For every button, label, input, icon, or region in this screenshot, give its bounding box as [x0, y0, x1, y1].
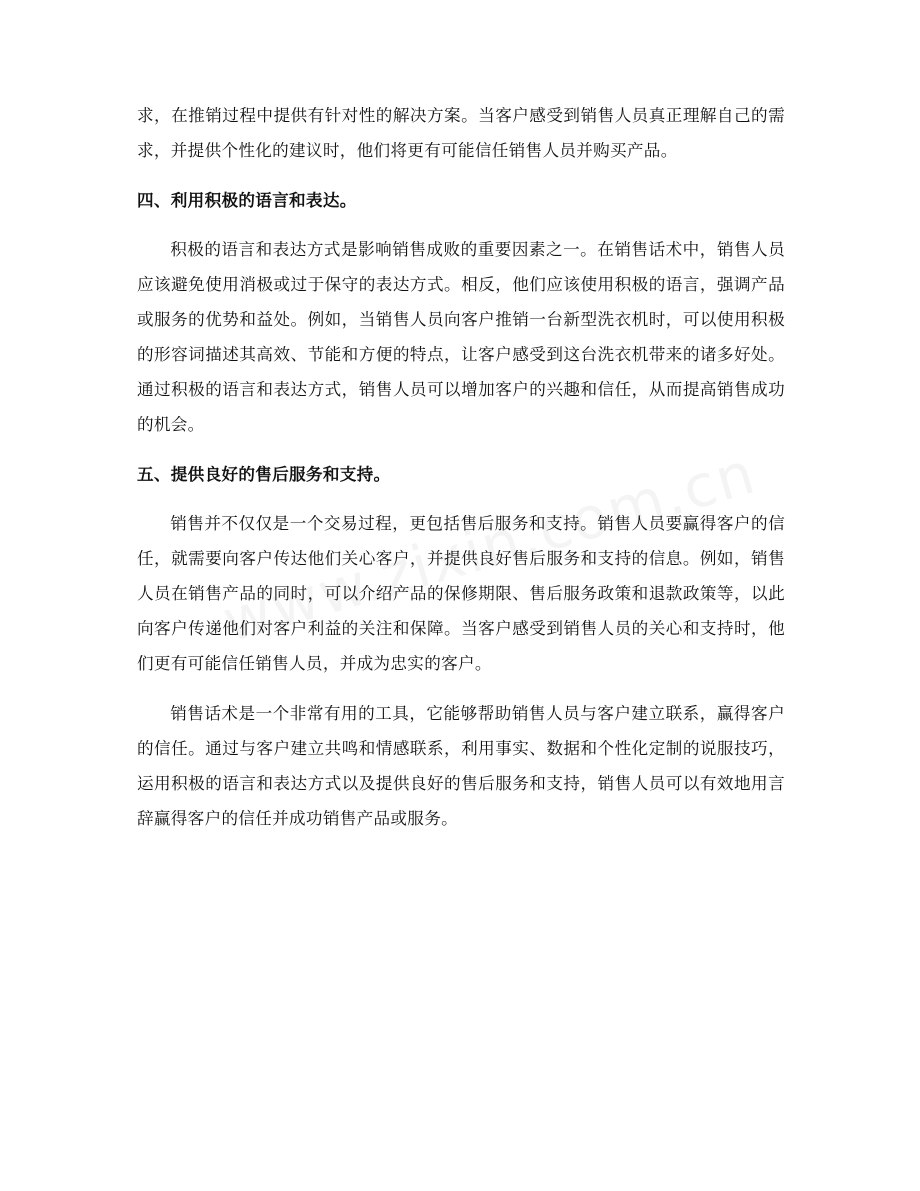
section-body-5: 销售并不仅仅是一个交易过程，更包括售后服务和支持。销售人员要赢得客户的信任，就需要向客户传达他们关心客户，并提供良好售后服务和支持的信息。例如，销售人员在销售产品的同时，可以介绍产品的保修期限、售后服务政策和退款政策等，以此向客户传递他们对客户利益的关注和保障。当客户感受到销售人员的关心和支持时，他们更有可能信任销售人员，并成为忠实的客户。: [137, 514, 785, 673]
section-body-4: 积极的语言和表达方式是影响销售成败的重要因素之一。在销售话术中，销售人员应该避免使用消极或过于保守的表达方式。相反，他们应该使用积极的语言，强调产品或服务的优势和益处。例如，当销售人员向客户推销一台新型洗衣机时，可以使用积极的形容词描述其高效、节能和方便的特点，让客户感受到这台洗衣机带来的诸多好处。通过积极的语言和表达方式，销售人员可以增加客户的兴趣和信任，从而提高销售成功的机会。: [137, 240, 785, 434]
section-heading-5: 五、提供良好的售后服务和支持。: [137, 464, 391, 484]
intro-paragraph: 求，在推销过程中提供有针对性的解决方案。当客户感受到销售人员真正理解自己的需求，并提供个性化的建议时，他们将更有可能信任销售人员并购买产品。: [137, 106, 785, 160]
conclusion-paragraph: 销售话术是一个非常有用的工具，它能够帮助销售人员与客户建立联系，赢得客户的信任。通过与客户建立共鸣和情感联系，利用事实、数据和个性化定制的说服技巧，运用积极的语言和表达方式以及提供良好的售后服务和支持，销售人员可以有效地用言辞赢得客户的信任并成功销售产品或服务。: [137, 704, 785, 828]
document-page: [137, 98, 785, 851]
section-heading-4: 四、利用积极的语言和表达。: [137, 190, 357, 210]
